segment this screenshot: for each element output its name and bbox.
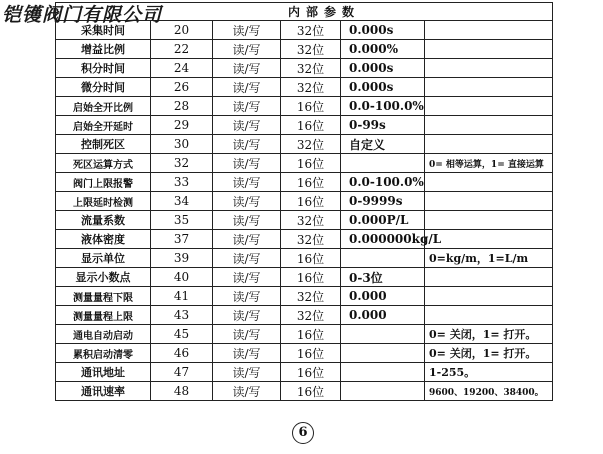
param-access: 读/写 (213, 230, 281, 249)
param-length: 16位 (281, 268, 341, 287)
param-note (425, 116, 553, 135)
param-address: 29 (151, 116, 213, 135)
table-row (56, 268, 553, 287)
param-range: 0.0-100.0% (341, 97, 425, 116)
table-row (56, 78, 553, 97)
param-address: 39 (151, 249, 213, 268)
param-name: 显示小数点 (56, 268, 151, 287)
param-range: 0.000 (341, 287, 425, 306)
table-row (56, 211, 553, 230)
param-note: 0= 相等运算，1= 直接运算 (425, 154, 553, 173)
param-access: 读/写 (213, 306, 281, 325)
param-access: 读/写 (213, 40, 281, 59)
param-range (341, 325, 425, 344)
param-name: 通讯地址 (56, 363, 151, 382)
param-address: 20 (151, 21, 213, 40)
param-note (425, 192, 553, 211)
table-row (56, 97, 553, 116)
table-row (56, 382, 553, 401)
table-row (56, 135, 553, 154)
param-name: 通讯速率 (56, 382, 151, 401)
param-range: 0.000% (341, 40, 425, 59)
table-row (56, 249, 553, 268)
param-range: 自定义 (341, 135, 425, 154)
param-address: 45 (151, 325, 213, 344)
param-range: 0.000s (341, 78, 425, 97)
company-watermark: 铠镬阀门有限公司 (2, 4, 163, 26)
param-length: 32位 (281, 59, 341, 78)
param-name: 死区运算方式 (56, 154, 151, 173)
param-range: 0.0-100.0% (341, 173, 425, 192)
param-access: 读/写 (213, 116, 281, 135)
param-name: 测量量程上限 (56, 306, 151, 325)
param-range: 0-99s (341, 116, 425, 135)
param-note (425, 173, 553, 192)
param-note: 0=kg/m，1=L/m (425, 249, 553, 268)
param-length: 16位 (281, 249, 341, 268)
table-body (56, 21, 553, 401)
param-length: 32位 (281, 211, 341, 230)
param-address: 37 (151, 230, 213, 249)
param-length: 16位 (281, 97, 341, 116)
param-address: 47 (151, 363, 213, 382)
param-name: 流量系数 (56, 211, 151, 230)
param-name: 积分时间 (56, 59, 151, 78)
param-access: 读/写 (213, 249, 281, 268)
params-table-container (55, 2, 552, 401)
param-note (425, 268, 553, 287)
param-length: 16位 (281, 325, 341, 344)
param-length: 32位 (281, 135, 341, 154)
param-address: 34 (151, 192, 213, 211)
param-name: 启始全开比例 (56, 97, 151, 116)
param-length: 16位 (281, 192, 341, 211)
table-row (56, 230, 553, 249)
param-length: 16位 (281, 116, 341, 135)
param-length: 32位 (281, 21, 341, 40)
param-note (425, 287, 553, 306)
table-row (56, 40, 553, 59)
param-range: 0-9999s (341, 192, 425, 211)
param-length: 32位 (281, 230, 341, 249)
param-name: 增益比例 (56, 40, 151, 59)
param-access: 读/写 (213, 135, 281, 154)
table-row (56, 116, 553, 135)
param-length: 16位 (281, 382, 341, 401)
param-length: 32位 (281, 78, 341, 97)
param-name: 启始全开延时 (56, 116, 151, 135)
param-access: 读/写 (213, 59, 281, 78)
param-range: 0.000s (341, 21, 425, 40)
param-note (425, 211, 553, 230)
param-length: 16位 (281, 173, 341, 192)
param-range: 0.000s (341, 59, 425, 78)
param-length: 16位 (281, 154, 341, 173)
param-note: 0= 关闭，1= 打开。 (425, 325, 553, 344)
param-address: 33 (151, 173, 213, 192)
param-access: 读/写 (213, 344, 281, 363)
param-address: 24 (151, 59, 213, 78)
internal-params-table (55, 2, 553, 401)
param-range (341, 363, 425, 382)
param-address: 48 (151, 382, 213, 401)
param-length: 16位 (281, 363, 341, 382)
table-row (56, 173, 553, 192)
param-access: 读/写 (213, 192, 281, 211)
param-access: 读/写 (213, 268, 281, 287)
param-name: 控制死区 (56, 135, 151, 154)
param-note: 9600、19200、38400。 (425, 382, 553, 401)
param-note (425, 97, 553, 116)
table-row (56, 325, 553, 344)
param-address: 22 (151, 40, 213, 59)
param-range (341, 249, 425, 268)
param-range (341, 344, 425, 363)
param-note: 1-255。 (425, 363, 553, 382)
table-title: 内部参数 (56, 3, 553, 21)
table-row (56, 192, 553, 211)
param-name: 阀门上限报警 (56, 173, 151, 192)
param-access: 读/写 (213, 97, 281, 116)
param-access: 读/写 (213, 21, 281, 40)
param-name: 通电自动启动 (56, 325, 151, 344)
param-range: 0.000000kg/L (341, 230, 425, 249)
table-row (56, 59, 553, 78)
param-note (425, 21, 553, 40)
param-access: 读/写 (213, 325, 281, 344)
param-length: 16位 (281, 344, 341, 363)
param-length: 32位 (281, 40, 341, 59)
param-range (341, 154, 425, 173)
param-range: 0-3位 (341, 268, 425, 287)
param-access: 读/写 (213, 211, 281, 230)
table-row (56, 344, 553, 363)
param-access: 读/写 (213, 154, 281, 173)
param-access: 读/写 (213, 287, 281, 306)
param-access: 读/写 (213, 78, 281, 97)
param-length: 32位 (281, 306, 341, 325)
param-address: 26 (151, 78, 213, 97)
table-row (56, 363, 553, 382)
param-address: 46 (151, 344, 213, 363)
param-name: 上限延时检测 (56, 192, 151, 211)
param-access: 读/写 (213, 363, 281, 382)
param-note (425, 306, 553, 325)
param-address: 30 (151, 135, 213, 154)
param-name: 测量量程下限 (56, 287, 151, 306)
param-name: 显示单位 (56, 249, 151, 268)
param-range: 0.000P/L (341, 211, 425, 230)
param-address: 41 (151, 287, 213, 306)
param-address: 40 (151, 268, 213, 287)
param-access: 读/写 (213, 173, 281, 192)
param-address: 28 (151, 97, 213, 116)
param-name: 采集时间 (56, 21, 151, 40)
table-row (56, 306, 553, 325)
param-note (425, 78, 553, 97)
param-note (425, 59, 553, 78)
page-number: 6 (292, 422, 314, 444)
param-note (425, 40, 553, 59)
param-range (341, 382, 425, 401)
param-note (425, 230, 553, 249)
param-name: 微分时间 (56, 78, 151, 97)
param-address: 43 (151, 306, 213, 325)
param-note (425, 135, 553, 154)
param-access: 读/写 (213, 382, 281, 401)
param-range: 0.000 (341, 306, 425, 325)
table-row (56, 154, 553, 173)
table-row (56, 287, 553, 306)
param-name: 液体密度 (56, 230, 151, 249)
param-address: 32 (151, 154, 213, 173)
param-name: 累积启动清零 (56, 344, 151, 363)
param-address: 35 (151, 211, 213, 230)
param-note: 0= 关闭，1= 打开。 (425, 344, 553, 363)
param-length: 32位 (281, 287, 341, 306)
